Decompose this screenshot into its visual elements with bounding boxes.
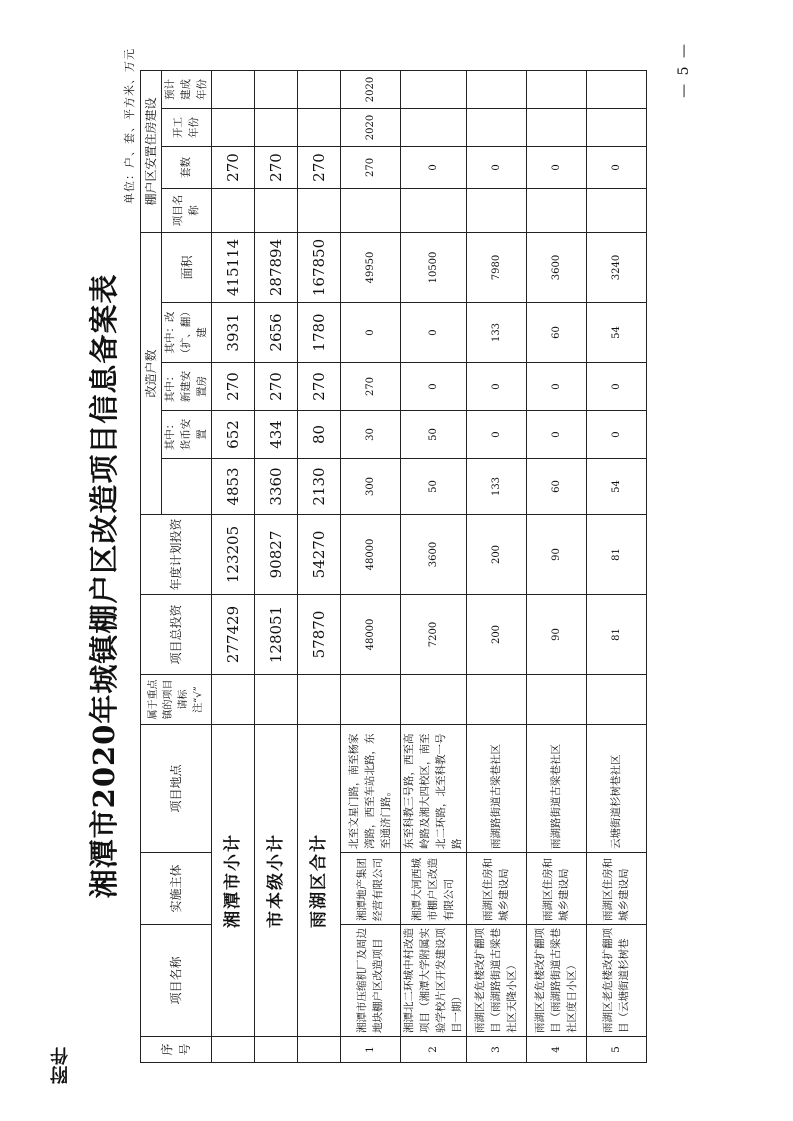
- row-project-name: 湘潭北二环城中村改造项目（湘潭大学附属实验学校片区开发建设项目一期）: [401, 925, 467, 1037]
- subtotal-name: 湘潭市小计: [212, 725, 255, 1037]
- row-households: 60: [527, 459, 587, 515]
- subtotal-annual: 90827: [255, 515, 298, 595]
- row-renovate: 0: [341, 303, 401, 363]
- row-housing-project: [587, 188, 647, 232]
- row-cash: 50: [401, 411, 467, 459]
- header-completion-year: 预计建成年份: [162, 70, 212, 108]
- row-key-town: [401, 675, 467, 725]
- row-project-name: 湘潭市压缩机厂及周边地块棚户区改造项目: [341, 925, 401, 1037]
- header-area: 面积: [162, 232, 212, 302]
- row-cash: 0: [467, 411, 527, 459]
- subtotal-new: 270: [255, 363, 298, 411]
- subtotal-households: 3360: [255, 459, 298, 515]
- table-row: [587, 70, 647, 1062]
- table-row: [341, 70, 401, 1062]
- page-number: — 5 —: [676, 42, 692, 98]
- row-units: 270: [341, 146, 401, 188]
- subtotal-completion: [255, 70, 298, 108]
- row-completion: [401, 70, 467, 108]
- subtotal-key-town: [212, 675, 255, 725]
- row-area: 3600: [527, 232, 587, 302]
- subtotal-total: 277429: [212, 595, 255, 675]
- subtotal-key-town: [298, 675, 341, 725]
- row-project-name: 雨湖区老危楼改扩翻项目（雨湖路街道古梁巷社区天隆小区）: [467, 925, 527, 1037]
- row-renovate: 60: [527, 303, 587, 363]
- row-units: 0: [527, 146, 587, 188]
- row-implementer: 湘潭大河西城市棚户区改造有限公司: [401, 853, 467, 925]
- row-implementer: 湘潭地产集团经营有限公司: [341, 853, 401, 925]
- row-total: 7200: [401, 595, 467, 675]
- table-row: [401, 70, 467, 1062]
- header-location: 项目地点: [141, 725, 212, 853]
- row-households: 133: [467, 459, 527, 515]
- row-annual: 48000: [341, 515, 401, 595]
- row-location: 雨湖路街道古梁巷社区: [467, 725, 527, 853]
- row-completion: [527, 70, 587, 108]
- row-key-town: [467, 675, 527, 725]
- subtotal-start: [298, 108, 341, 146]
- row-annual: 3600: [401, 515, 467, 595]
- row-total: 81: [587, 595, 647, 675]
- row-annual: 90: [527, 515, 587, 595]
- row-project-name: 雨湖区老危楼改扩翻项目（云塘街道杉树巷: [587, 925, 647, 1037]
- row-units: 0: [587, 146, 647, 188]
- row-start: [527, 108, 587, 146]
- row-total: 200: [467, 595, 527, 675]
- row-total: 48000: [341, 595, 401, 675]
- row-project-name: 雨湖区老危楼改扩翻项目（雨湖路街道古梁巷社区度日小区）: [527, 925, 587, 1037]
- row-area: 10500: [401, 232, 467, 302]
- table-row: [527, 70, 587, 1062]
- row-seq: 4: [527, 1037, 587, 1063]
- row-seq: 1: [341, 1037, 401, 1063]
- subtotal-area: 287894: [255, 232, 298, 302]
- subtotal-annual: 123205: [212, 515, 255, 595]
- subtotal-units: 270: [212, 146, 255, 188]
- row-new: 0: [587, 363, 647, 411]
- annex-label: 附件: [50, 1046, 71, 1084]
- subtotal-units: 270: [298, 146, 341, 188]
- page-title: 湘潭市2020年城镇棚户区改造项目信息备案表: [87, 273, 121, 899]
- row-location: 东至科教三号路，西至高岭路及湘大四校区，南至北二环路，北至科教一号路: [401, 725, 467, 853]
- row-housing-project: [527, 188, 587, 232]
- header-start-year: 开工年份: [162, 108, 212, 146]
- subtotal-name: 市本级小计: [255, 725, 298, 1037]
- header-households-group: 改造户数: [141, 232, 162, 514]
- row-units: 0: [401, 146, 467, 188]
- subtotal-name: 雨湖区合计: [298, 725, 341, 1037]
- row-seq: 3: [467, 1037, 527, 1063]
- subtotal-seq: [255, 1037, 298, 1063]
- row-key-town: [527, 675, 587, 725]
- row-area: 3240: [587, 232, 647, 302]
- subtotal-key-town: [255, 675, 298, 725]
- row-households: 50: [401, 459, 467, 515]
- row-new: 270: [341, 363, 401, 411]
- table-row: [467, 70, 527, 1062]
- subtotal-renovate: 3931: [212, 303, 255, 363]
- header-key-town: 属于重点镇的项目请标注“√”: [141, 675, 212, 725]
- row-start: 2020: [341, 108, 401, 146]
- row-start: [467, 108, 527, 146]
- row-start: [587, 108, 647, 146]
- subtotal-renovate: 1780: [298, 303, 341, 363]
- row-annual: 81: [587, 515, 647, 595]
- subtotal-seq: [298, 1037, 341, 1063]
- row-completion: 2020: [341, 70, 401, 108]
- row-location: 雨湖路街道古梁巷社区: [527, 725, 587, 853]
- row-start: [401, 108, 467, 146]
- subtotal-cash: 434: [255, 411, 298, 459]
- subtotal-row: [255, 70, 298, 1062]
- row-new: 0: [467, 363, 527, 411]
- row-cash: 0: [527, 411, 587, 459]
- row-housing-project: [467, 188, 527, 232]
- subtotal-cash: 652: [212, 411, 255, 459]
- subtotal-renovate: 2656: [255, 303, 298, 363]
- subtotal-units: 270: [255, 146, 298, 188]
- row-cash: 0: [587, 411, 647, 459]
- subtotal-start: [212, 108, 255, 146]
- subtotal-completion: [212, 70, 255, 108]
- header-renovate: 其中：改（扩、翻）建: [162, 303, 212, 363]
- row-area: 7980: [467, 232, 527, 302]
- row-cash: 30: [341, 411, 401, 459]
- subtotal-new: 270: [212, 363, 255, 411]
- subtotal-seq: [212, 1037, 255, 1063]
- row-housing-project: [341, 188, 401, 232]
- row-renovate: 0: [401, 303, 467, 363]
- subtotal-housing-project: [212, 188, 255, 232]
- subtotal-row: [298, 70, 341, 1062]
- subtotal-row: [212, 70, 255, 1062]
- row-renovate: 54: [587, 303, 647, 363]
- subtotal-total: 128051: [255, 595, 298, 675]
- row-completion: [467, 70, 527, 108]
- subtotal-start: [255, 108, 298, 146]
- header-total-investment: 项目总投资: [141, 595, 212, 675]
- row-area: 49950: [341, 232, 401, 302]
- row-completion: [587, 70, 647, 108]
- row-annual: 200: [467, 515, 527, 595]
- subtotal-total: 57870: [298, 595, 341, 675]
- header-housing-project: 项目名称: [162, 188, 212, 232]
- row-new: 0: [401, 363, 467, 411]
- row-key-town: [341, 675, 401, 725]
- subtotal-completion: [298, 70, 341, 108]
- header-project-name: 项目名称: [141, 925, 212, 1037]
- row-implementer: 雨湖区住房和城乡建设局: [467, 853, 527, 925]
- row-key-town: [587, 675, 647, 725]
- row-units: 0: [467, 146, 527, 188]
- header-seq: 序号: [141, 1037, 212, 1063]
- row-location: 云塘街道杉树巷社区: [587, 725, 647, 853]
- subtotal-households: 2130: [298, 459, 341, 515]
- subtotal-housing-project: [255, 188, 298, 232]
- header-new-resettle: 其中：新建安置房: [162, 363, 212, 411]
- unit-note: 单位：户、套、平方米、万元: [123, 48, 136, 204]
- row-location: 北至文星门路，南至杨家湾路，西至车站北路，东至通济门路。: [341, 725, 401, 853]
- row-seq: 2: [401, 1037, 467, 1063]
- row-housing-project: [401, 188, 467, 232]
- row-seq: 5: [587, 1037, 647, 1063]
- row-implementer: 雨湖区住房和城乡建设局: [587, 853, 647, 925]
- header-households-total: [162, 459, 212, 515]
- subtotal-housing-project: [298, 188, 341, 232]
- subtotal-area: 415114: [212, 232, 255, 302]
- subtotal-cash: 80: [298, 411, 341, 459]
- subtotal-new: 270: [298, 363, 341, 411]
- header-annual-investment: 年度计划投资: [141, 515, 212, 595]
- row-implementer: 雨湖区住房和城乡建设局: [527, 853, 587, 925]
- subtotal-annual: 54270: [298, 515, 341, 595]
- header-implementer: 实施主体: [141, 853, 212, 925]
- row-renovate: 133: [467, 303, 527, 363]
- row-new: 0: [527, 363, 587, 411]
- subtotal-area: 167850: [298, 232, 341, 302]
- row-total: 90: [527, 595, 587, 675]
- header-housing-units: 套数: [162, 146, 212, 188]
- row-households: 300: [341, 459, 401, 515]
- header-housing-group: 棚户区安置住房建设: [141, 70, 162, 232]
- row-households: 54: [587, 459, 647, 515]
- subtotal-households: 4853: [212, 459, 255, 515]
- project-table: [140, 70, 647, 1063]
- header-cash-resettle: 其中：货币安置: [162, 411, 212, 459]
